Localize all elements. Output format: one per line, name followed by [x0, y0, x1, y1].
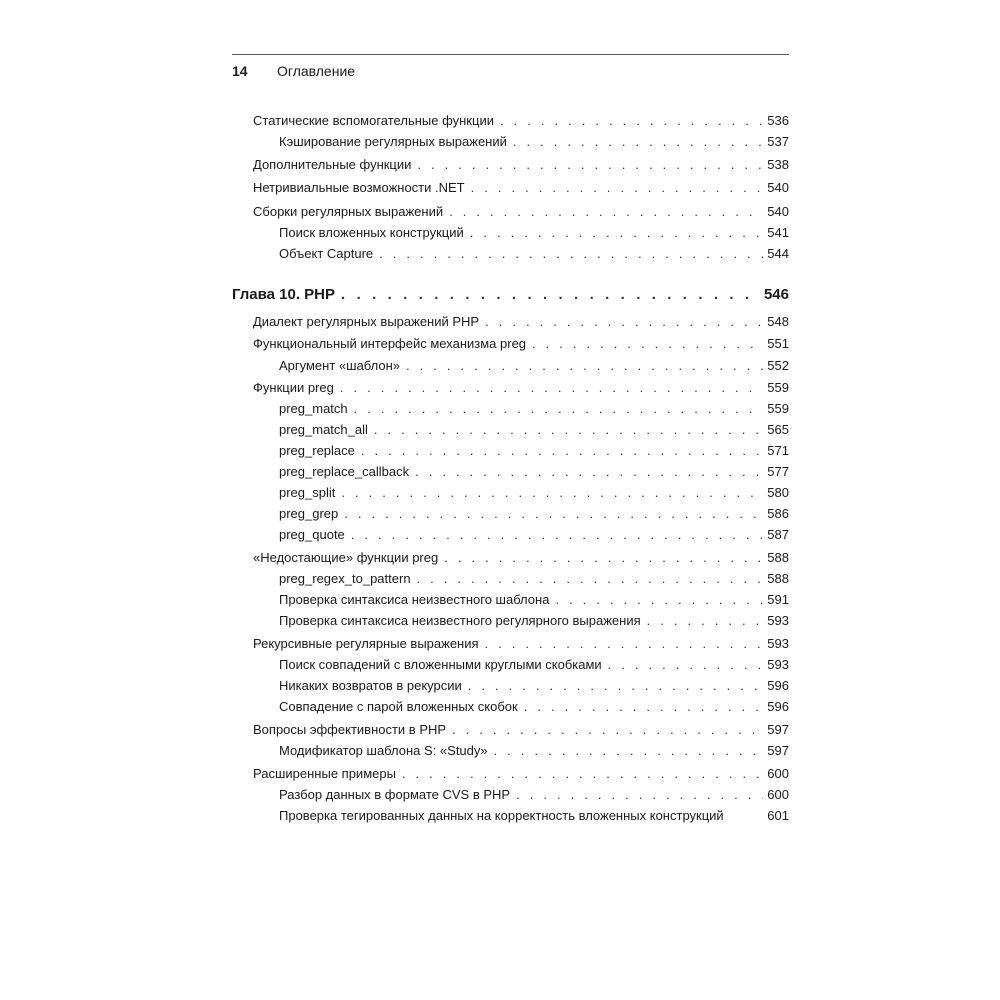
entry-page-number: 552: [767, 358, 789, 373]
entry-title: Глава 10. PHP: [232, 286, 336, 303]
entry-page-number: 559: [767, 401, 789, 416]
dot-leader: [471, 180, 764, 196]
toc-entry: [232, 312, 789, 330]
entry-page-number: 577: [767, 464, 789, 479]
entry-title: preg_replace: [279, 443, 355, 458]
toc-entry: [232, 764, 789, 782]
dot-leader: [417, 571, 764, 587]
entry-title: Дополнительные функции: [253, 157, 412, 172]
entry-title: preg_quote: [279, 527, 345, 542]
entry-title: preg_match: [279, 401, 348, 416]
toc-entry: [232, 378, 789, 396]
entry-page-number: 546: [763, 286, 789, 303]
entry-title: Объект Capture: [279, 246, 374, 261]
dot-leader: [516, 787, 763, 803]
entry-page-number: 586: [767, 506, 789, 521]
toc-entry: [232, 655, 789, 673]
entry-title: Модификатор шаблона S: «Study»: [279, 743, 488, 758]
entry-page-number: 593: [767, 613, 789, 628]
entry-page-number: 571: [767, 443, 789, 458]
dot-leader: [379, 246, 763, 262]
toc-entry: [232, 202, 789, 220]
dot-leader: [449, 204, 763, 220]
dot-leader: [344, 506, 763, 522]
running-header: [232, 54, 789, 79]
entry-page-number: 551: [767, 336, 789, 351]
toc-entry: [232, 720, 789, 738]
dot-leader: [513, 134, 763, 150]
entry-title: Совпадение с парой вложенных скобок: [279, 699, 518, 714]
entry-title: preg_grep: [279, 506, 339, 521]
toc-entry: [232, 399, 789, 417]
toc-entry: [232, 132, 789, 150]
entry-page-number: 544: [767, 246, 789, 261]
entry-page-number: 587: [767, 527, 789, 542]
toc-entry: [232, 676, 789, 694]
entry-title: Сборки регулярных выражений: [253, 204, 444, 219]
running-title: Оглавление: [277, 63, 356, 79]
dot-leader: [341, 287, 760, 303]
entry-title: Вопросы эффективности в PHP: [253, 722, 447, 737]
entry-page-number: 588: [767, 571, 789, 586]
entry-title: Диалект регулярных выражений PHP: [253, 314, 480, 329]
entry-title: Статические вспомогательные функции: [253, 113, 494, 128]
entry-title: Поиск вложенных конструкций: [279, 225, 464, 240]
entry-title: Рекурсивные регулярные выражения: [253, 636, 479, 651]
entry-page-number: 536: [767, 113, 789, 128]
entry-title: Разбор данных в формате CVS в PHP: [279, 787, 511, 802]
entry-page-number: 597: [767, 743, 789, 758]
toc-entry: [232, 223, 789, 241]
toc-entry: [232, 334, 789, 352]
entry-title: preg_match_all: [279, 422, 368, 437]
dot-leader: [500, 113, 763, 129]
dot-leader: [341, 485, 763, 501]
dot-leader: [417, 157, 763, 173]
entry-page-number: 597: [767, 722, 789, 737]
dot-leader: [415, 464, 763, 480]
toc-entry: [232, 504, 789, 522]
entry-title: Проверка тегированных данных на корректность вложенных конструкций: [279, 808, 724, 823]
entry-page-number: 538: [767, 157, 789, 172]
entry-title: Проверка синтаксиса неизвестного шаблона: [279, 592, 550, 607]
dot-leader: [444, 550, 763, 566]
chapter-entry: [232, 283, 789, 303]
entry-title: Никаких возвратов в рекурсии: [279, 678, 462, 693]
entry-page-number: 593: [767, 657, 789, 672]
toc-entry: [232, 741, 789, 759]
entry-title: preg_split: [279, 485, 336, 500]
dot-leader: [485, 314, 763, 330]
dot-leader: [340, 380, 763, 396]
dot-leader: [532, 336, 763, 352]
entry-page-number: 601: [767, 808, 789, 823]
entry-page-number: 591: [767, 592, 789, 607]
entry-page-number: 588: [767, 550, 789, 565]
toc-entry: [232, 634, 789, 652]
entry-title: Поиск совпадений с вложенными круглыми скобками: [279, 657, 602, 672]
dot-leader: [374, 422, 763, 438]
dot-leader: [555, 592, 763, 608]
entry-page-number: 596: [767, 699, 789, 714]
dot-leader: [468, 678, 764, 694]
dot-leader: [406, 358, 763, 374]
entry-title: Нетривиальные возможности .NET: [253, 180, 465, 195]
dot-leader: [351, 527, 764, 543]
dot-leader: [452, 722, 763, 738]
entry-title: Расширенные примеры: [253, 766, 396, 781]
entry-page-number: 580: [767, 485, 789, 500]
toc-entry: [232, 611, 789, 629]
toc-entry: [232, 806, 789, 824]
dot-leader: [470, 225, 764, 241]
entry-page-number: 600: [767, 787, 789, 802]
page-number: 14: [232, 63, 248, 79]
entry-page-number: 596: [767, 678, 789, 693]
toc-entry: [232, 356, 789, 374]
toc-entry: [232, 548, 789, 566]
toc-entry: [232, 785, 789, 803]
entry-page-number: 559: [767, 380, 789, 395]
entry-page-number: 540: [767, 204, 789, 219]
entry-title: Функциональный интерфейс механизма preg: [253, 336, 527, 351]
dot-leader: [402, 766, 763, 782]
entry-page-number: 548: [767, 314, 789, 329]
toc-entry: [232, 483, 789, 501]
toc-entry: [232, 178, 789, 196]
toc-entry: [232, 441, 789, 459]
dot-leader: [524, 699, 764, 715]
dot-leader: [354, 401, 764, 417]
entry-title: Функции preg: [253, 380, 334, 395]
toc-entry: [232, 462, 789, 480]
entry-title: preg_replace_callback: [279, 464, 410, 479]
toc-entry: [232, 569, 789, 587]
toc-entry: [232, 420, 789, 438]
entry-title: Аргумент «шаблон»: [279, 358, 401, 373]
entry-page-number: 537: [767, 134, 789, 149]
entry-page-number: 541: [767, 225, 789, 240]
toc-entry: [232, 244, 789, 262]
dot-leader: [647, 613, 764, 629]
entry-page-number: 565: [767, 422, 789, 437]
dot-leader: [361, 443, 763, 459]
entry-title: Проверка синтаксиса неизвестного регулярного выражения: [279, 613, 641, 628]
entry-title: Кэширование регулярных выражений: [279, 134, 507, 149]
entry-title: preg_regex_to_pattern: [279, 571, 411, 586]
toc-entry: [232, 697, 789, 715]
toc-entry: [232, 590, 789, 608]
toc-entry: [232, 525, 789, 543]
entry-title: «Недостающие» функции preg: [253, 550, 439, 565]
entry-page-number: 593: [767, 636, 789, 651]
entry-page-number: 600: [767, 766, 789, 781]
dot-leader: [608, 657, 764, 673]
entry-page-number: 540: [767, 180, 789, 195]
dot-leader: [485, 636, 764, 652]
dot-leader: [494, 743, 764, 759]
toc-entry: [232, 155, 789, 173]
toc-entry: [232, 111, 789, 129]
